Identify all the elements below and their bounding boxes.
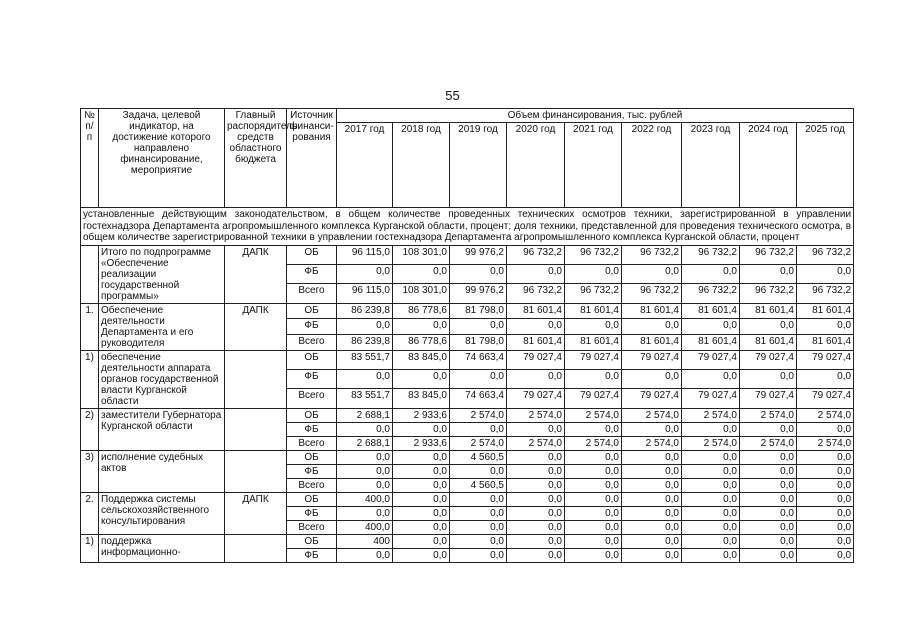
amount-cell: 0,0 [337,264,393,283]
amount-cell: 0,0 [622,506,682,520]
amount-cell: 0,0 [450,369,507,388]
amount-cell: 0,0 [797,450,854,464]
amount-cell: 0,0 [622,450,682,464]
amount-cell: 0,0 [393,520,450,534]
amount-cell: 0,0 [337,464,393,478]
amount-cell: 0,0 [393,478,450,492]
amount-cell: 2 574,0 [622,408,682,422]
amount-cell: 0,0 [337,478,393,492]
amount-cell: 0,0 [740,422,797,436]
amount-cell: 0,0 [507,478,565,492]
amount-cell: 0,0 [682,369,740,388]
amount-cell: 79 027,4 [682,389,740,408]
amount-cell: 96 732,2 [740,284,797,303]
amount-cell: 0,0 [740,450,797,464]
amount-cell: 0,0 [682,319,740,335]
page-number: 55 [445,88,460,103]
amount-cell: 0,0 [565,369,622,388]
amount-cell: 96 732,2 [507,245,565,264]
amount-cell: 0,0 [393,506,450,520]
amount-cell: 81 601,4 [740,303,797,319]
amount-cell: 0,0 [622,369,682,388]
manager [225,408,287,450]
amount-cell: 81 601,4 [565,303,622,319]
funding-source: ФБ [287,369,337,388]
amount-cell: 96 732,2 [565,284,622,303]
amount-cell: 0,0 [797,548,854,562]
amount-cell: 0,0 [740,319,797,335]
header-volume: Объем финансирования, тыс. рублей [337,109,854,123]
amount-cell: 0,0 [622,264,682,283]
manager: ДАПК [225,492,287,534]
amount-cell: 0,0 [797,319,854,335]
amount-cell: 0,0 [740,492,797,506]
amount-cell: 2 574,0 [450,436,507,450]
amount-cell: 96 732,2 [682,245,740,264]
amount-cell: 79 027,4 [622,389,682,408]
amount-cell: 2 574,0 [450,408,507,422]
year-header: 2024 год [740,123,797,208]
funding-source: ОБ [287,350,337,369]
funding-source: Всего [287,284,337,303]
funding-source: Всего [287,478,337,492]
amount-cell: 96 732,2 [565,245,622,264]
amount-cell: 2 574,0 [797,436,854,450]
header-row-1 [81,109,854,123]
amount-cell: 2 688,1 [337,408,393,422]
amount-cell: 81 601,4 [740,334,797,350]
year-header: 2025 год [797,123,854,208]
amount-cell: 79 027,4 [507,389,565,408]
amount-cell: 2 574,0 [682,436,740,450]
amount-cell: 0,0 [450,492,507,506]
manager: ДАПК [225,303,287,350]
amount-cell: 81 601,4 [682,303,740,319]
amount-cell: 86 778,6 [393,334,450,350]
amount-cell: 96 732,2 [797,284,854,303]
amount-cell: 86 239,8 [337,303,393,319]
amount-cell: 2 574,0 [797,408,854,422]
amount-cell: 79 027,4 [740,350,797,369]
amount-cell: 79 027,4 [740,389,797,408]
amount-cell: 0,0 [565,319,622,335]
funding-source: ФБ [287,464,337,478]
amount-cell: 83 845,0 [393,350,450,369]
amount-cell: 2 933,6 [393,436,450,450]
row-number: 1) [81,350,99,408]
manager [225,350,287,408]
amount-cell: 81 601,4 [507,303,565,319]
amount-cell: 79 027,4 [507,350,565,369]
funding-source: Всего [287,520,337,534]
table-row [81,350,854,369]
amount-cell: 81 601,4 [507,334,565,350]
amount-cell: 81 601,4 [797,334,854,350]
amount-cell: 0,0 [797,520,854,534]
amount-cell: 0,0 [565,548,622,562]
header-source: Источник финанси-рования [287,109,337,208]
amount-cell: 2 688,1 [337,436,393,450]
amount-cell: 2 574,0 [622,436,682,450]
amount-cell: 96 732,2 [740,245,797,264]
amount-cell: 0,0 [393,369,450,388]
funding-source: ОБ [287,534,337,548]
amount-cell: 0,0 [337,450,393,464]
manager: ДАПК [225,245,287,303]
amount-cell: 0,0 [740,264,797,283]
amount-cell: 0,0 [565,520,622,534]
funding-source: ФБ [287,319,337,335]
amount-cell: 0,0 [507,548,565,562]
amount-cell: 0,0 [507,506,565,520]
task-name: исполнение судебных актов [99,450,225,492]
amount-cell: 81 601,4 [565,334,622,350]
table-row [81,450,854,464]
amount-cell: 4 560,5 [450,450,507,464]
manager [225,450,287,492]
table-row [81,408,854,422]
amount-cell: 0,0 [337,422,393,436]
amount-cell: 0,0 [682,492,740,506]
amount-cell: 79 027,4 [565,389,622,408]
financing-table [80,108,854,563]
amount-cell: 0,0 [565,534,622,548]
year-header: 2022 год [622,123,682,208]
year-header: 2021 год [565,123,622,208]
amount-cell: 79 027,4 [797,389,854,408]
funding-source: ОБ [287,492,337,506]
amount-cell: 99 976,2 [450,284,507,303]
amount-cell: 0,0 [622,319,682,335]
funding-source: Всего [287,334,337,350]
funding-source: ОБ [287,245,337,264]
amount-cell: 81 601,4 [622,303,682,319]
amount-cell: 0,0 [450,548,507,562]
amount-cell: 79 027,4 [565,350,622,369]
amount-cell: 0,0 [622,492,682,506]
amount-cell: 81 601,4 [797,303,854,319]
amount-cell: 0,0 [740,534,797,548]
header-no: № п/п [81,109,99,208]
amount-cell: 2 574,0 [565,408,622,422]
amount-cell: 96 732,2 [682,284,740,303]
amount-cell: 83 845,0 [393,389,450,408]
amount-cell: 0,0 [450,464,507,478]
amount-cell: 0,0 [797,478,854,492]
amount-cell: 0,0 [507,520,565,534]
amount-cell: 0,0 [797,422,854,436]
amount-cell: 81 798,0 [450,334,507,350]
amount-cell: 0,0 [740,506,797,520]
row-number: 1) [81,534,99,562]
amount-cell: 83 551,7 [337,350,393,369]
table-row [81,303,854,319]
year-header: 2018 год [393,123,450,208]
row-number: 1. [81,303,99,350]
amount-cell: 0,0 [393,492,450,506]
amount-cell: 0,0 [797,534,854,548]
amount-cell: 108 301,0 [393,245,450,264]
year-header: 2019 год [450,123,507,208]
funding-source: ФБ [287,422,337,436]
amount-cell: 0,0 [393,422,450,436]
amount-cell: 2 574,0 [507,436,565,450]
amount-cell: 0,0 [393,450,450,464]
amount-cell: 0,0 [450,520,507,534]
amount-cell: 0,0 [797,464,854,478]
amount-cell: 79 027,4 [797,350,854,369]
task-name: поддержка информационно- [99,534,225,562]
task-name: заместители Губернатора Курганской области [99,408,225,450]
amount-cell: 2 574,0 [507,408,565,422]
amount-cell: 96 732,2 [622,245,682,264]
row-number: 2. [81,492,99,534]
amount-cell: 0,0 [682,450,740,464]
amount-cell: 0,0 [337,369,393,388]
task-name: Итого по подпрограмме «Обеспечение реализации государственной программы» [99,245,225,303]
amount-cell: 0,0 [393,464,450,478]
table-row [81,534,854,548]
amount-cell: 0,0 [622,464,682,478]
amount-cell: 0,0 [797,506,854,520]
amount-cell: 0,0 [682,464,740,478]
amount-cell: 0,0 [740,464,797,478]
amount-cell: 0,0 [507,264,565,283]
funding-source: ФБ [287,548,337,562]
amount-cell: 0,0 [740,478,797,492]
amount-cell: 0,0 [740,369,797,388]
amount-cell: 0,0 [507,450,565,464]
note-text: установленные действующим законодательством, в общем количестве проведенных технических осмотров техники, зарегистрированной в управлении гостехнадзора Департамента агропромышленного комплекса Курганской области, процент; доля техники, представленной для проведения технического осмотра, в общем количестве зарегистрированной техники в управлении гостехнадзора Департамента агропромышленного комплекса Курганской области, процент [81,208,854,246]
amount-cell: 0,0 [682,478,740,492]
amount-cell: 0,0 [682,506,740,520]
amount-cell: 0,0 [740,520,797,534]
amount-cell: 0,0 [565,506,622,520]
amount-cell: 0,0 [622,520,682,534]
amount-cell: 400,0 [337,520,393,534]
amount-cell: 0,0 [740,548,797,562]
task-name: Поддержка системы сельскохозяйственного консультирования [99,492,225,534]
row-number: 2) [81,408,99,450]
amount-cell: 0,0 [507,464,565,478]
amount-cell: 2 574,0 [682,408,740,422]
amount-cell: 0,0 [565,422,622,436]
task-name: обеспечение деятельности аппарата органов государственной власти Курганской области [99,350,225,408]
year-header: 2020 год [507,123,565,208]
amount-cell: 0,0 [337,506,393,520]
amount-cell: 400,0 [337,492,393,506]
amount-cell: 0,0 [393,319,450,335]
amount-cell: 86 778,6 [393,303,450,319]
amount-cell: 0,0 [507,369,565,388]
amount-cell: 0,0 [622,478,682,492]
amount-cell: 0,0 [565,264,622,283]
amount-cell: 79 027,4 [622,350,682,369]
amount-cell: 0,0 [797,264,854,283]
amount-cell: 96 732,2 [507,284,565,303]
amount-cell: 108 301,0 [393,284,450,303]
year-header: 2017 год [337,123,393,208]
amount-cell: 0,0 [450,319,507,335]
row-number [81,245,99,303]
amount-cell: 86 239,8 [337,334,393,350]
amount-cell: 0,0 [565,464,622,478]
funding-source: ОБ [287,450,337,464]
amount-cell: 0,0 [565,492,622,506]
header-manager: Главный распорядитель средств областного бюджета [225,109,287,208]
funding-source: ОБ [287,303,337,319]
funding-source: ФБ [287,506,337,520]
amount-cell: 0,0 [393,548,450,562]
amount-cell: 81 798,0 [450,303,507,319]
amount-cell: 81 601,4 [622,334,682,350]
amount-cell: 0,0 [450,506,507,520]
amount-cell: 0,0 [622,422,682,436]
amount-cell: 83 551,7 [337,389,393,408]
amount-cell: 0,0 [622,534,682,548]
amount-cell: 0,0 [337,548,393,562]
amount-cell: 0,0 [682,534,740,548]
amount-cell: 0,0 [393,264,450,283]
amount-cell: 99 976,2 [450,245,507,264]
amount-cell: 2 574,0 [740,408,797,422]
amount-cell: 0,0 [507,422,565,436]
funding-source: ФБ [287,264,337,283]
amount-cell: 4 560,5 [450,478,507,492]
amount-cell: 0,0 [682,264,740,283]
amount-cell: 96 732,2 [797,245,854,264]
amount-cell: 0,0 [393,534,450,548]
year-header: 2023 год [682,123,740,208]
table-row [81,245,854,264]
funding-source: Всего [287,436,337,450]
amount-cell: 0,0 [565,450,622,464]
amount-cell: 400 [337,534,393,548]
amount-cell: 0,0 [682,520,740,534]
header-task: Задача, целевой индикатор, на достижение которого направлено финансирование, мероприятие [99,109,225,208]
amount-cell: 0,0 [507,534,565,548]
row-number: 3) [81,450,99,492]
amount-cell: 0,0 [797,492,854,506]
amount-cell: 96 115,0 [337,245,393,264]
amount-cell: 0,0 [337,319,393,335]
amount-cell: 2 574,0 [740,436,797,450]
funding-source: Всего [287,389,337,408]
amount-cell: 0,0 [682,422,740,436]
table-row [81,492,854,506]
amount-cell: 0,0 [797,369,854,388]
amount-cell: 96 732,2 [622,284,682,303]
amount-cell: 74 663,4 [450,350,507,369]
amount-cell: 96 115,0 [337,284,393,303]
note-row [81,208,854,246]
amount-cell: 0,0 [682,548,740,562]
amount-cell: 0,0 [565,478,622,492]
amount-cell: 79 027,4 [682,350,740,369]
amount-cell: 2 933,6 [393,408,450,422]
amount-cell: 0,0 [507,492,565,506]
amount-cell: 0,0 [450,534,507,548]
amount-cell: 74 663,4 [450,389,507,408]
amount-cell: 0,0 [450,264,507,283]
amount-cell: 2 574,0 [565,436,622,450]
task-name: Обеспечение деятельности Департамента и его руководителя [99,303,225,350]
funding-source: ОБ [287,408,337,422]
amount-cell: 81 601,4 [682,334,740,350]
amount-cell: 0,0 [450,422,507,436]
manager [225,534,287,562]
amount-cell: 0,0 [622,548,682,562]
amount-cell: 0,0 [507,319,565,335]
